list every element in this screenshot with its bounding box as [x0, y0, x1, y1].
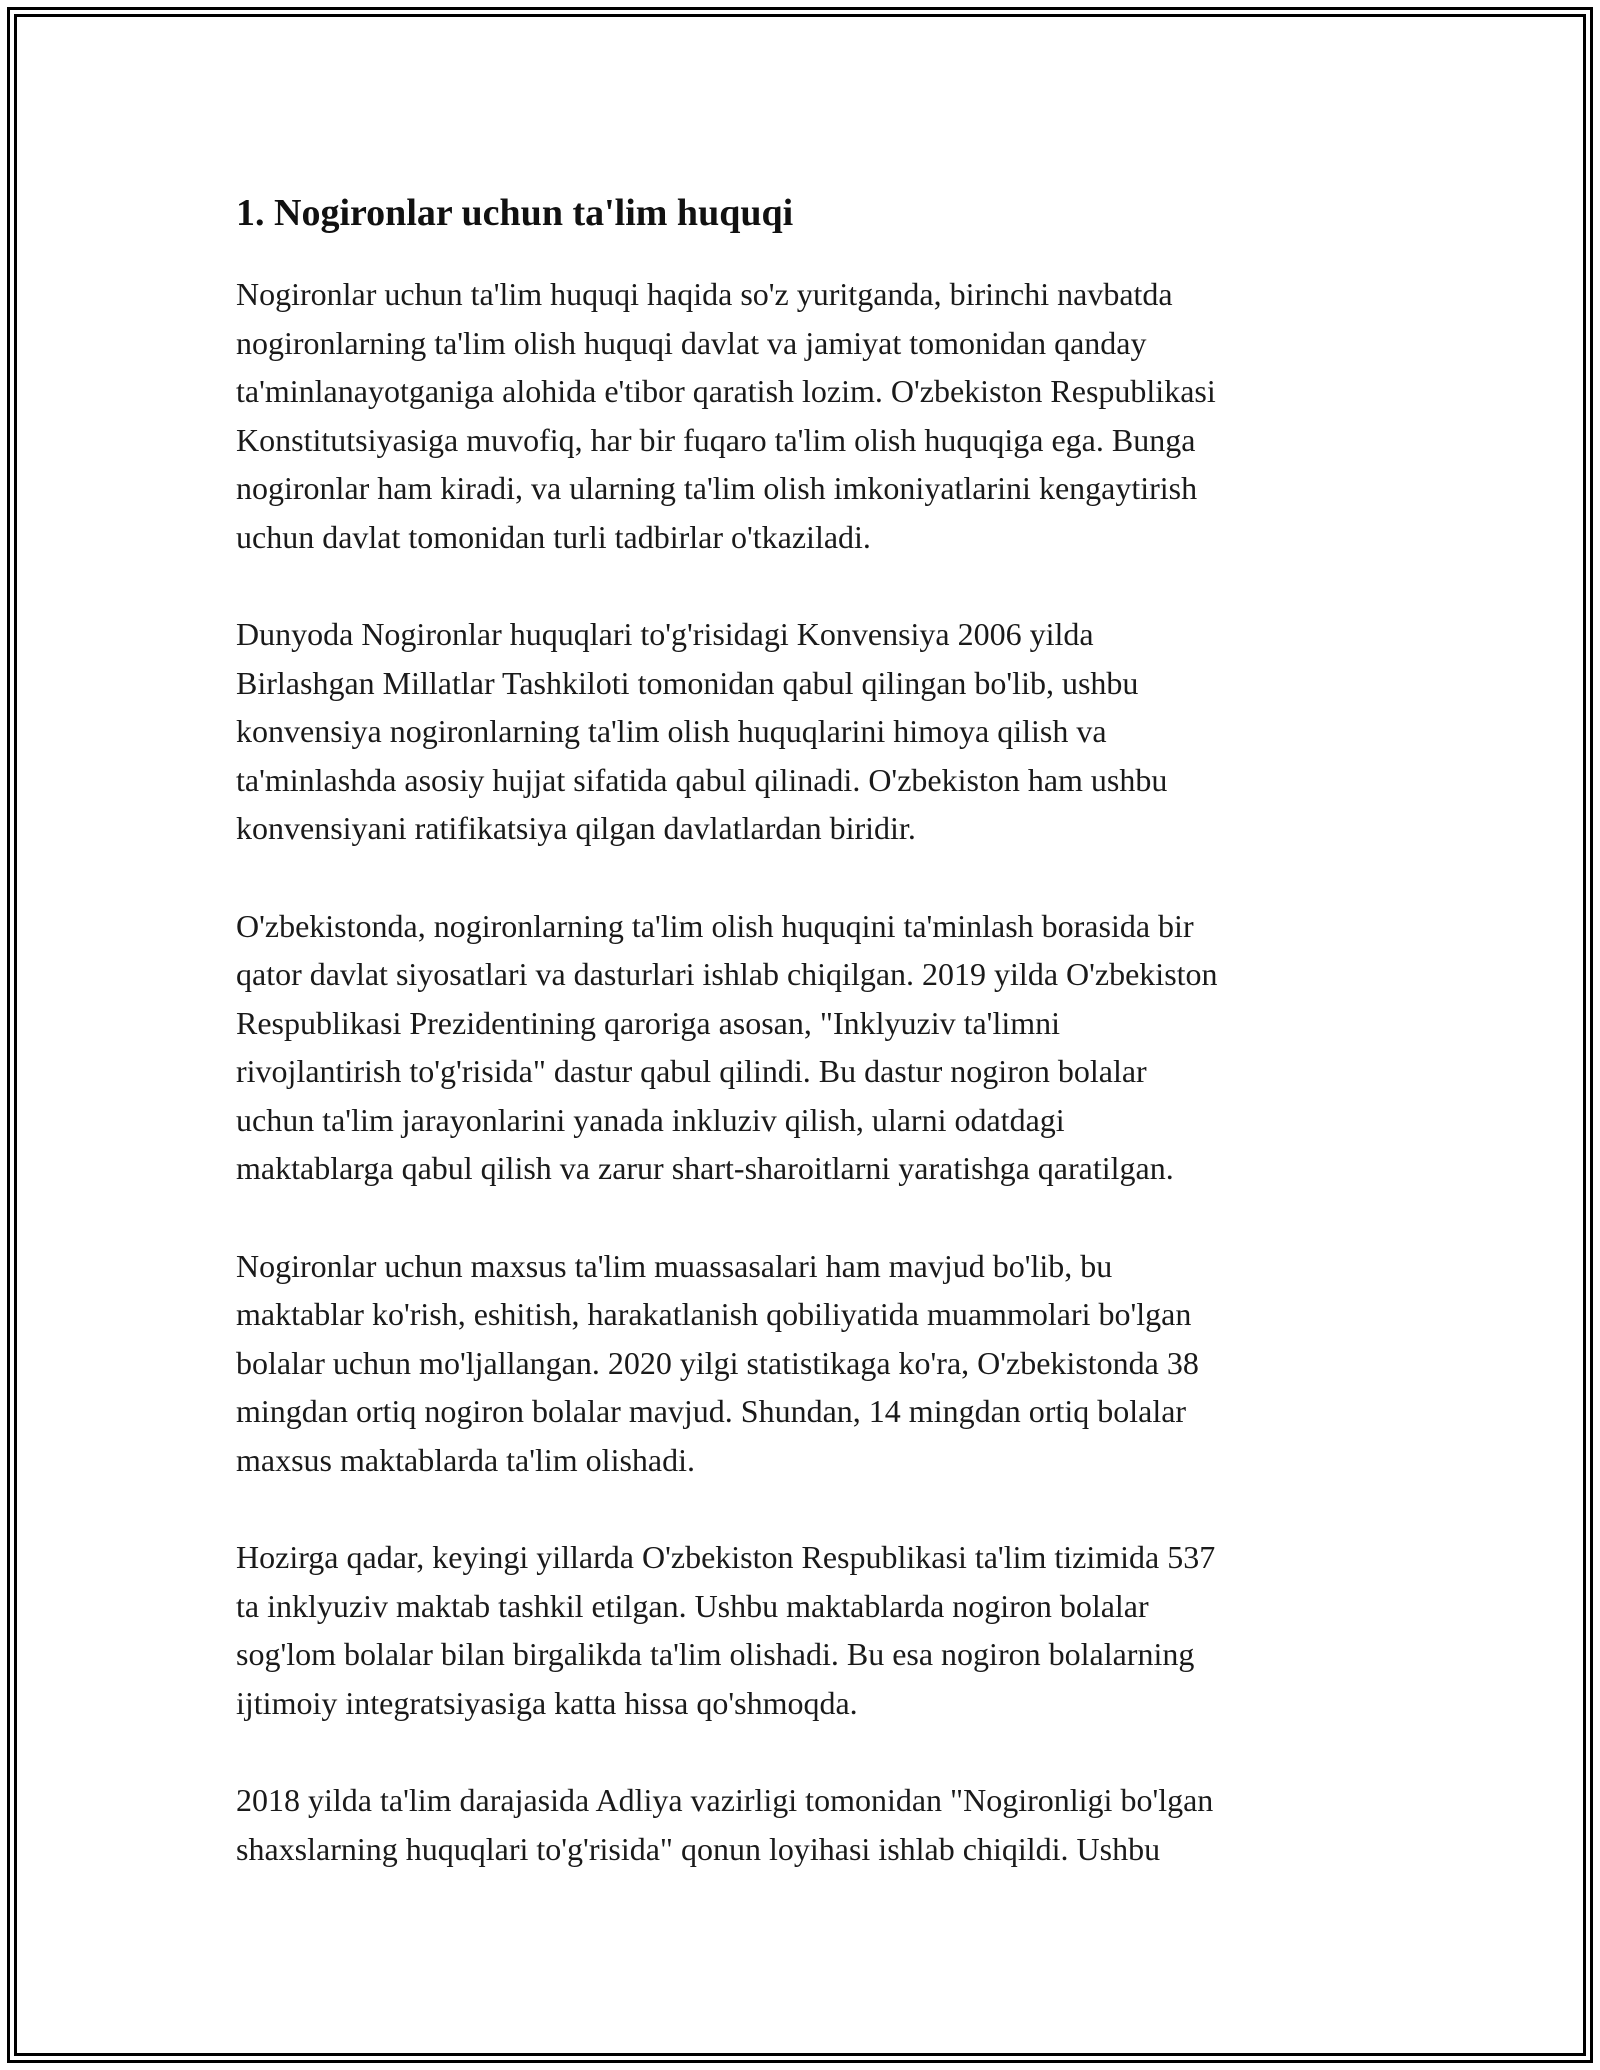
paragraph-line: konvensiyani ratifikatsiya qilgan davlatlardan biridir.: [236, 810, 916, 846]
paragraph-line: maktablar ko'rish, eshitish, harakatlanish qobiliyatida muammolari bo'lgan: [236, 1296, 1192, 1332]
paragraph-line: rivojlantirish to'g'risida" dastur qabul qilindi. Bu dastur nogiron bolalar: [236, 1053, 1147, 1089]
paragraph-line: konvensiya nogironlarning ta'lim olish huquqlarini himoya qilish va: [236, 713, 1107, 749]
paragraph-line: sog'lom bolalar bilan birgalikda ta'lim olishadi. Bu esa nogiron bolalarning: [236, 1636, 1195, 1672]
paragraph-line: maxsus maktablarda ta'lim olishadi.: [236, 1441, 695, 1478]
paragraph-line: nogironlarning ta'lim olish huquqi davlat va jamiyat tomonidan qanday: [236, 324, 1147, 361]
paragraph-line: Dunyoda Nogironlar huquqlari to'g'risidagi Konvensiya 2006 yilda: [236, 616, 1094, 652]
paragraph-line: ta'minlashda asosiy hujjat sifatida qabul qilinadi. O'zbekiston ham ushbu: [236, 761, 1168, 798]
paragraph: [236, 1776, 1376, 1873]
paragraph-line: O'zbekistonda, nogironlarning ta'lim olish huquqini ta'minlash borasida bir: [236, 907, 1194, 944]
paragraph-line: uchun davlat tomonidan turli tadbirlar o'tkaziladi.: [236, 518, 871, 555]
paragraph-list: [236, 270, 1376, 1873]
document-content: [236, 185, 1376, 1922]
paragraph: [236, 270, 1376, 561]
paragraph-line: Konstitutsiyasiga muvofiq, har bir fuqaro ta'lim olish huquqiga ega. Bunga: [236, 421, 1196, 458]
paragraph-line: uchun ta'lim jarayonlarini yanada inkluziv qilish, ularni odatdagi: [236, 1101, 1065, 1138]
paragraph-line: Nogironlar uchun ta'lim huquqi haqida so'z yuritganda, birinchi navbatda: [236, 276, 1173, 312]
page-title: 1. Nogironlar uchun ta'lim huquqi: [236, 192, 794, 234]
paragraph: [236, 902, 1376, 1193]
paragraph-line: shaxslarning huquqlari to'g'risida" qonun loyihasi ishlab chiqildi. Ushbu: [236, 1830, 1161, 1867]
paragraph-line: bolalar uchun mo'ljallangan. 2020 yilgi statistikaga ko'ra, O'zbekistonda 38: [236, 1344, 1199, 1381]
paragraph-line: Nogironlar uchun maxsus ta'lim muassasalari ham mavjud bo'lib, bu: [236, 1247, 1113, 1284]
paragraph-line: ta inklyuziv maktab tashkil etilgan. Ushbu maktablarda nogiron bolalar: [236, 1587, 1149, 1624]
paragraph-line: maktablarga qabul qilish va zarur shart-sharoitlarni yaratishga qaratilgan.: [236, 1150, 1174, 1186]
paragraph-line: ijtimoiy integratsiyasiga katta hissa qo'shmoqda.: [236, 1684, 858, 1721]
paragraph: [236, 1533, 1376, 1727]
paragraph-line: mingdan ortiq nogiron bolalar mavjud. Shundan, 14 mingdan ortiq bolalar: [236, 1393, 1187, 1429]
paragraph-line: qator davlat siyosatlari va dasturlari ishlab chiqilgan. 2019 yilda O'zbekiston: [236, 956, 1218, 992]
paragraph: [236, 610, 1376, 853]
paragraph-line: nogironlar ham kiradi, va ularning ta'lim olish imkoniyatlarini kengaytirish: [236, 470, 1198, 506]
paragraph-line: ta'minlanayotganiga alohida e'tibor qaratish lozim. O'zbekiston Respublikasi: [236, 373, 1216, 409]
paragraph-line: 2018 yilda ta'lim darajasida Adliya vazirligi tomonidan "Nogironligi bo'lgan: [236, 1782, 1214, 1818]
paragraph: [236, 1242, 1376, 1485]
paragraph-line: Hozirga qadar, keyingi yillarda O'zbekiston Respublikasi ta'lim tizimida 537: [236, 1539, 1216, 1575]
paragraph-line: Respublikasi Prezidentining qaroriga asosan, "Inklyuziv ta'limni: [236, 1004, 1060, 1041]
paragraph-line: Birlashgan Millatlar Tashkiloti tomonidan qabul qilingan bo'lib, ushbu: [236, 664, 1139, 701]
